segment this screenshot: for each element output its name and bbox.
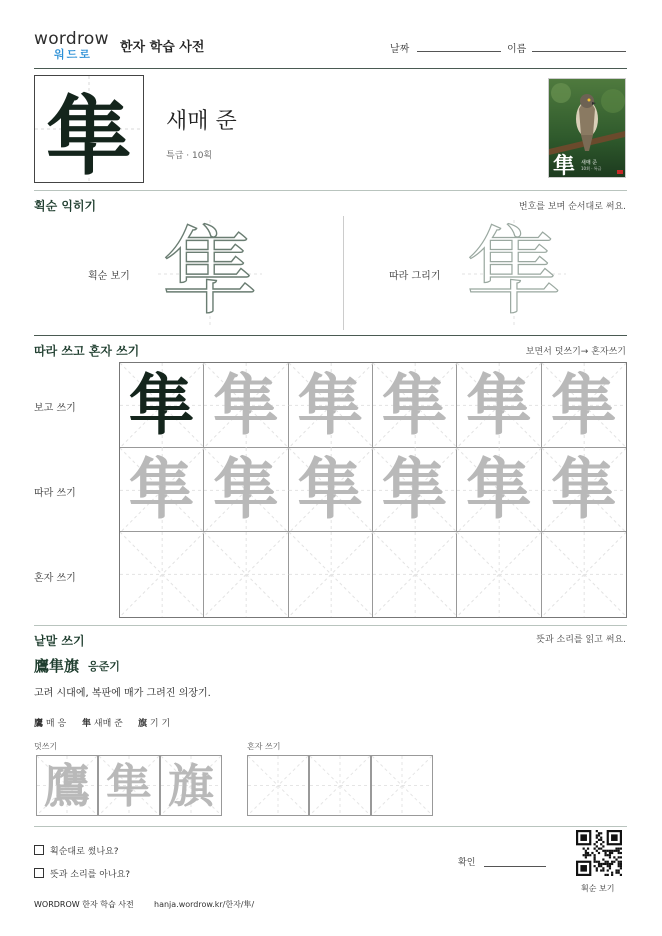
name-label: 이름	[507, 44, 527, 55]
practice-cell[interactable]	[373, 532, 457, 617]
practice-char: 隼	[550, 450, 617, 529]
box-guide-lines	[372, 756, 432, 815]
practice-cell[interactable]	[542, 532, 626, 617]
cell-guide-lines	[204, 532, 288, 617]
vocab-trace-box[interactable]	[160, 755, 222, 816]
practice-cell[interactable]	[289, 532, 373, 617]
practice-cell[interactable]	[204, 448, 288, 533]
stroke-section-divider	[34, 335, 627, 336]
confirm-field[interactable]	[484, 866, 546, 867]
wordrow-logo: wordrow 워드로	[34, 29, 109, 61]
main-character: 隼	[46, 86, 132, 187]
gloss-char-3: 旗	[138, 719, 148, 729]
stroke-trace-char: 隼	[466, 216, 562, 328]
practice-section-title: 따라 쓰고 혼자 쓰기	[34, 344, 140, 358]
date-field[interactable]	[417, 51, 501, 52]
name-field[interactable]	[532, 51, 626, 52]
practice-char: 隼	[550, 365, 617, 444]
row-label-trace: 따라 쓰기	[34, 488, 76, 499]
practice-char: 隼	[381, 365, 448, 444]
practice-char: 隼	[297, 365, 364, 444]
vocab-reading: 응준기	[88, 660, 120, 673]
checkbox[interactable]	[34, 868, 44, 878]
confirm-label: 확인	[458, 858, 476, 868]
gloss-char-2: 隼	[82, 719, 92, 729]
vocab-gloss-1	[34, 716, 66, 729]
practice-char: 隼	[381, 450, 448, 529]
gloss-text-2: 새매 준	[93, 719, 123, 729]
checklist-text-2: 뜻과 소리를 아나요?	[50, 870, 131, 880]
cell-guide-lines	[289, 532, 373, 617]
practice-section-divider	[34, 625, 627, 626]
cell-guide-lines	[120, 532, 204, 617]
checkbox[interactable]	[34, 845, 44, 855]
gloss-text-1: 매 응	[45, 719, 67, 729]
practice-cell[interactable]	[457, 532, 541, 617]
vocab-trace-char: 鷹	[44, 758, 90, 813]
cell-guide-lines	[542, 532, 626, 617]
qr-code-graphic	[576, 830, 622, 876]
vocab-trace-box[interactable]	[98, 755, 160, 816]
photo-subcaption: 10획 · 특급	[581, 166, 602, 171]
checklist-text-1: 획순대로 썼나요?	[50, 847, 119, 857]
practice-section-hint: 보면서 덧쓰기→ 혼자쓰기	[525, 347, 626, 357]
cell-guide-lines	[373, 532, 457, 617]
vocab-trace-char: 旗	[168, 758, 214, 813]
date-label: 날짜	[390, 44, 410, 55]
vocab-gloss-2	[82, 716, 123, 729]
stroke-trace-area[interactable]	[462, 216, 566, 328]
main-character-box	[34, 75, 144, 187]
practice-cell[interactable]	[120, 363, 204, 448]
practice-char: 隼	[212, 365, 279, 444]
practice-cell[interactable]	[542, 363, 626, 448]
qr-code[interactable]	[576, 830, 622, 876]
vocab-solo-box[interactable]	[371, 755, 433, 816]
practice-cell[interactable]	[204, 363, 288, 448]
vocab-definition: 고려 시대에, 복판에 매가 그려진 의장기.	[34, 688, 211, 699]
vocab-gloss-3	[138, 716, 170, 729]
box-guide-lines	[310, 756, 370, 815]
practice-cell[interactable]	[120, 448, 204, 533]
gloss-text-3: 기 기	[149, 719, 171, 729]
photo-badge	[617, 170, 623, 174]
vocab-section-hint: 뜻과 소리를 읽고 써요.	[536, 635, 626, 645]
row-label-solo: 혼자 쓰기	[34, 573, 76, 584]
hawk-photo	[548, 78, 626, 178]
stroke-order-char: 隼	[162, 216, 258, 328]
practice-char: 隼	[465, 365, 532, 444]
grade-strokes: 특급 · 10획	[166, 151, 213, 161]
vocab-trace-char: 隼	[106, 758, 152, 813]
meaning-reading: 새매 준	[166, 109, 237, 134]
practice-char: 隼	[465, 450, 532, 529]
vocab-solo-box[interactable]	[309, 755, 371, 816]
practice-cell[interactable]	[204, 532, 288, 617]
practice-cell[interactable]	[457, 448, 541, 533]
stroke-divider	[343, 216, 344, 330]
stroke-view-label: 획순 보기	[88, 271, 130, 282]
checklist-item-2[interactable]	[34, 867, 130, 880]
qr-label: 획순 보기	[581, 884, 615, 893]
stroke-section-title: 획순 익히기	[34, 199, 97, 213]
gloss-char-1: 鷹	[34, 719, 44, 729]
vocab-solo-label: 혼자 쓰기	[247, 742, 281, 751]
practice-cell[interactable]	[457, 363, 541, 448]
footer-brand: WORDROW 한자 학습 사전	[34, 900, 134, 909]
dictionary-title: 한자 학습 사전	[120, 40, 205, 55]
practice-char: 隼	[128, 365, 195, 444]
practice-cell[interactable]	[289, 448, 373, 533]
vocab-trace-box[interactable]	[36, 755, 98, 816]
box-guide-lines	[248, 756, 308, 815]
checklist-item-1[interactable]	[34, 844, 119, 857]
practice-cell[interactable]	[542, 448, 626, 533]
footer-url[interactable]: hanja.wordrow.kr/한자/隼/	[154, 900, 255, 909]
vocab-trace-label: 덧쓰기	[34, 742, 58, 751]
hero-divider	[34, 190, 627, 191]
practice-grid	[119, 362, 627, 618]
practice-char: 隼	[297, 450, 364, 529]
photo-caption: 새매 준	[581, 160, 598, 166]
stroke-section-hint: 번호를 보며 순서대로 써요.	[518, 202, 626, 212]
cell-guide-lines	[457, 532, 541, 617]
practice-char: 隼	[212, 450, 279, 529]
practice-cell[interactable]	[373, 448, 457, 533]
vocab-solo-box[interactable]	[247, 755, 309, 816]
practice-char: 隼	[128, 450, 195, 529]
vocab-section-title: 낱말 쓰기	[34, 634, 85, 648]
stroke-order-diagram	[158, 216, 262, 328]
row-label-look: 보고 쓰기	[34, 403, 76, 414]
photo-character: 隼	[553, 153, 576, 178]
vocab-word: 鷹隼旗	[34, 657, 80, 675]
vocab-section-divider	[34, 826, 627, 827]
practice-cell[interactable]	[373, 363, 457, 448]
practice-cell[interactable]	[120, 532, 204, 617]
practice-cell[interactable]	[289, 363, 373, 448]
stroke-trace-label: 따라 그리기	[389, 271, 441, 282]
